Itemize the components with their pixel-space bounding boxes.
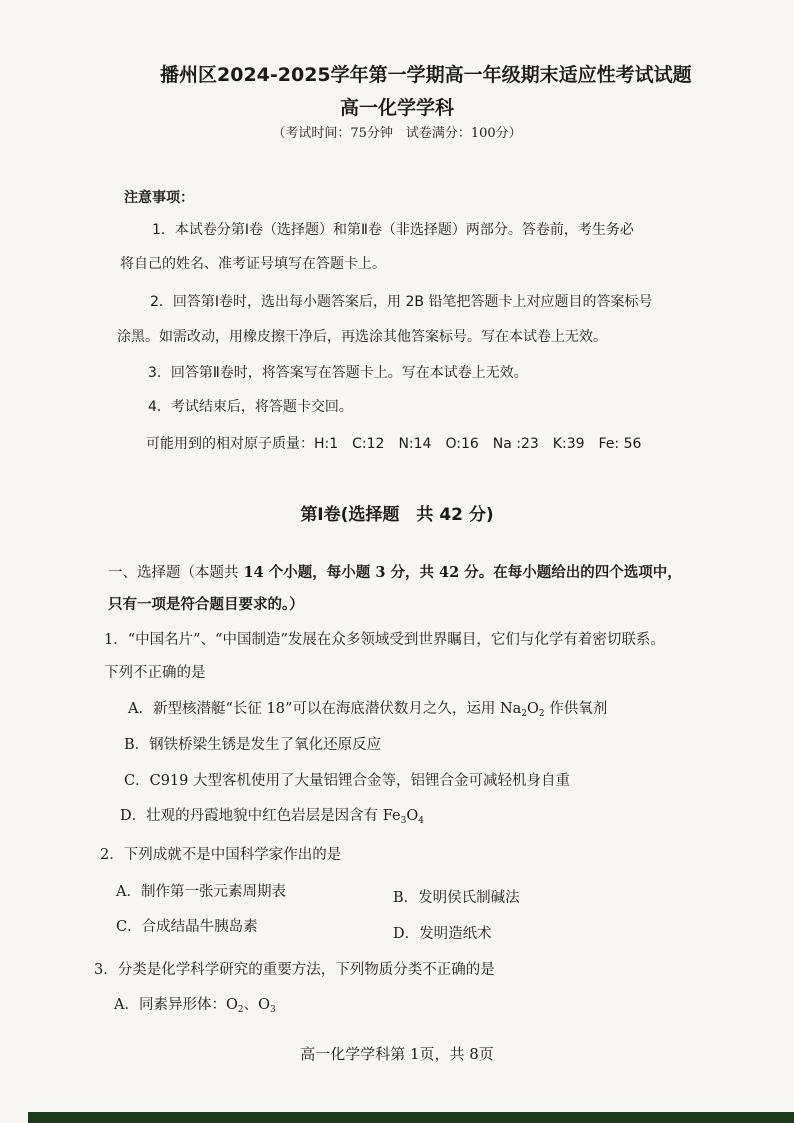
q1-option-c: C．C919 大型客机使用了大量铝锂合金等，铝锂合金可减轻机身自重	[124, 773, 570, 789]
page-footer: 高一化学学科第 1页，共 8页	[300, 1045, 494, 1063]
scan-edge-bar	[28, 1112, 794, 1123]
q1-option-d: D．壮观的丹霞地貌中红色岩层是因含有 $Fe_3O_4$	[120, 808, 424, 826]
q3-stem: 3．分类是化学科学研究的重要方法，下列物质分类不正确的是	[94, 962, 495, 978]
section-intro-line-1	[108, 561, 682, 582]
notice-item-2-line-1: 2．回答第Ⅰ卷时，选出每小题答案后，用 2B 铅笔把答题卡上对应题目的答案标号	[150, 294, 653, 310]
q2-option-a: A．制作第一张元素周期表	[116, 884, 286, 900]
q1-option-a: A．新型核潜艇“长征 18”可以在海底潜伏数月之久，运用 $Na_2O_2$ 作供氧剂	[128, 701, 608, 719]
exam-title: 播州区2024-2025学年第一学期高一年级期末适应性考试试题	[160, 64, 692, 86]
notice-item-4: 4．考试结束后，将答题卡交回。	[148, 399, 353, 415]
q1-stem-line-2: 下列不正确的是	[104, 665, 206, 681]
q2-option-d: D．发明造纸术	[393, 926, 492, 942]
q2-stem: 2．下列成就不是中国科学家作出的是	[100, 847, 342, 863]
q1-stem-line-1: 1．“中国名片”、“中国制造”发展在众多领域受到世界瞩目，它们与化学有着密切联系。	[104, 632, 665, 648]
notice-item-2-line-2: 涂黑。如需改动，用橡皮擦干净后，再选涂其他答案标号。写在本试卷上无效。	[117, 329, 607, 345]
subject-title: 高一化学学科	[339, 97, 454, 119]
q1-option-b: B．钢铁桥梁生锈是发生了氧化还原反应	[124, 737, 382, 753]
section-intro-label: 一、选择题（本题共	[108, 565, 239, 581]
section-intro-rule: 14 个小题，每小题 3 分，共 42 分。在每小题给出的四个选项中，	[238, 564, 682, 581]
notice-item-3: 3．回答第Ⅱ卷时，将答案写在答题卡上。写在本试卷上无效。	[148, 365, 528, 381]
atomic-mass-list: 可能用到的相对原子质量：H:1 C:12 N:14 O:16 Na :23 K:39 Fe: 56	[146, 436, 642, 452]
section-1-title: 第Ⅰ卷(选择题 共 42 分)	[300, 505, 494, 525]
q2-option-b: B．发明侯氏制碱法	[393, 890, 520, 906]
q2-option-c: C．合成结晶牛胰岛素	[116, 919, 258, 935]
notice-item-1-line-1: 1．本试卷分第Ⅰ卷（选择题）和第Ⅱ卷（非选择题）两部分。答卷前，考生务必	[152, 222, 634, 238]
notice-item-1-line-2: 将自己的姓名、准考证号填写在答题卡上。	[120, 256, 386, 272]
exam-info: （考试时间：75分钟 试卷满分：100分）	[272, 126, 522, 141]
section-intro-line-2: 只有一项是符合题目要求的。）	[108, 596, 304, 613]
q3-option-a: A．同素异形体：$O_2$、$O_3$	[114, 997, 276, 1015]
notice-heading: 注意事项：	[124, 190, 194, 206]
